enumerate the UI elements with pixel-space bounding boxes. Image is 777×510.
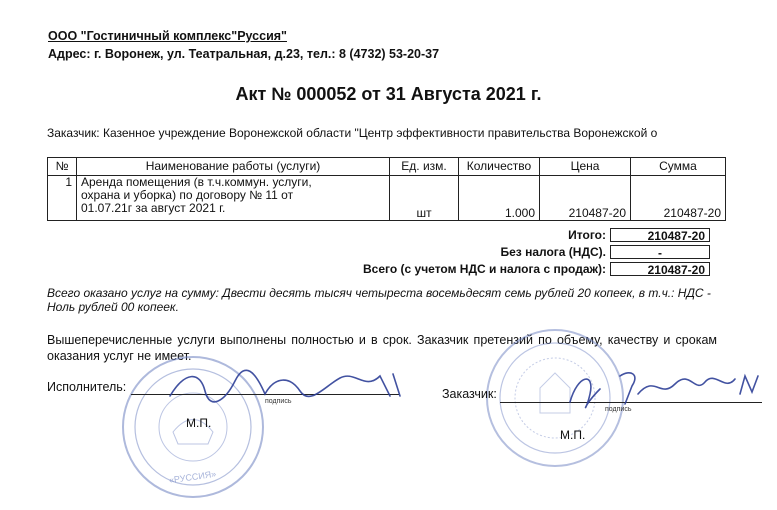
customer-label: Заказчик:: [442, 387, 497, 401]
col-header-sum: Сумма: [631, 158, 726, 176]
col-header-num: №: [48, 158, 77, 176]
executor-podpis-caption: подпись: [265, 398, 292, 405]
svg-text:«РУССИЯ»: «РУССИЯ»: [168, 468, 217, 486]
total-label: Всего (с учетом НДС и налога с продаж):: [363, 262, 606, 276]
col-header-price: Цена: [540, 158, 631, 176]
organization-name: ООО "Гостиничный комплекс"Руссия": [48, 29, 287, 43]
row-name-line: охрана и уборка) по договору № 11 от: [81, 188, 294, 202]
itogo-value: 210487-20: [610, 228, 710, 242]
col-header-qty: Количество: [459, 158, 540, 176]
col-header-unit: Ед. изм.: [390, 158, 459, 176]
row-unit: шт: [390, 176, 459, 221]
organization-address: Адрес: г. Воронеж, ул. Театральная, д.23, тел.: 8 (4732) 53-20-37: [48, 47, 440, 61]
services-table: [47, 157, 726, 221]
itogo-label: Итого:: [568, 228, 606, 242]
row-name-line: 01.07.21г за август 2021 г.: [81, 201, 226, 215]
table-row: [48, 176, 726, 221]
completion-statement: Вышеперечисленные услуги выполнены полностью и в срок. Заказчик претензий по объему, качеству и срокам оказания услуг не имеет.: [47, 333, 717, 363]
customer-mp: М.П.: [560, 428, 586, 442]
row-name-line: Аренда помещения (в т.ч.коммун. услуги,: [81, 175, 312, 189]
row-sum: 210487-20: [631, 176, 726, 221]
row-price: 210487-20: [540, 176, 631, 221]
customer-podpis-caption: подпись: [605, 406, 632, 413]
nds-label: Без налога (НДС).: [500, 245, 606, 259]
table-header-row: [48, 158, 726, 176]
customer-line: Заказчик: Казенное учреждение Воронежской области "Центр эффективности правительства Воронежской о: [47, 126, 658, 140]
row-qty: 1.000: [459, 176, 540, 221]
nds-value: -: [610, 245, 710, 259]
executor-label: Исполнитель:: [47, 380, 127, 394]
row-name: [77, 176, 390, 221]
customer-signature: [560, 364, 765, 412]
total-value: 210487-20: [610, 262, 710, 276]
act-title: Акт № 000052 от 31 Августа 2021 г.: [235, 84, 542, 104]
col-header-name: Наименование работы (услуги): [77, 158, 390, 176]
sum-in-words: Всего оказано услуг на сумму: Двести десять тысяч четыреста восемьдесят семь рублей 20 копеек, в т.ч.: НДС - Ноль рублей 00 копеек.: [47, 286, 711, 314]
row-num: 1: [48, 176, 77, 221]
executor-mp: М.П.: [186, 416, 212, 430]
executor-signature: [165, 366, 415, 406]
